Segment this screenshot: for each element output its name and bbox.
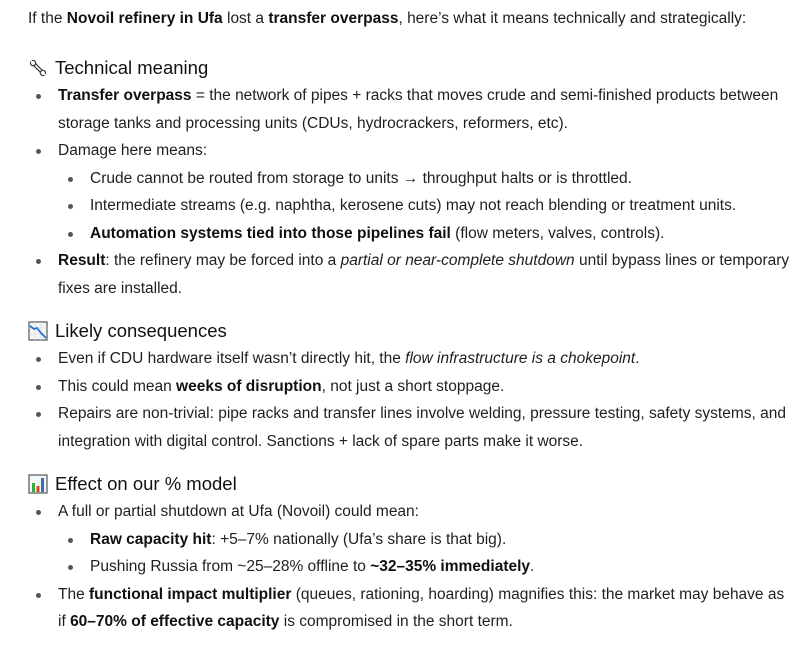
- list-text: (flow meters, valves, controls).: [450, 224, 665, 242]
- term-bold: functional impact multiplier: [89, 585, 292, 603]
- list-text: : the refinery may be forced into a: [105, 252, 341, 269]
- term-bold: weeks of disruption: [176, 377, 322, 395]
- list-text: is compromised in the short term.: [279, 613, 513, 630]
- sub-list: [58, 526, 794, 581]
- consequences-list: [28, 345, 800, 455]
- section-heading-technical: [28, 54, 800, 82]
- intro-text: lost a: [222, 10, 269, 27]
- list-item: [28, 373, 800, 401]
- bar-chart-icon: [28, 474, 48, 494]
- section-title: Likely consequences: [55, 320, 227, 341]
- list-item: [28, 400, 800, 455]
- list-text: This could mean: [58, 377, 177, 395]
- intro-text: If the: [28, 10, 67, 27]
- section-title: Effect on our % model: [55, 473, 237, 494]
- list-text: Intermediate streams (e.g. naphtha, kerosene cuts) may not reach blending or treatment units.: [90, 197, 737, 214]
- list-text: The: [58, 585, 90, 603]
- sub-list-item: [58, 526, 794, 554]
- intro-bold-refinery: Novoil refinery in Ufa: [66, 10, 223, 27]
- section-heading-model: [28, 470, 800, 498]
- technical-list: [28, 82, 800, 302]
- list-text: A full or partial shutdown at Ufa (Novoil) could mean:: [58, 503, 419, 520]
- model-list: [28, 498, 800, 636]
- italic-text: partial or near-complete shutdown: [340, 252, 575, 269]
- term-bold: Result: [58, 252, 106, 269]
- list-text: Repairs are non-trivial: pipe racks and transfer lines involve welding, pressure testing, safety systems, and integration with digital control. Sanctions + lack of spare parts make it worse.: [58, 405, 786, 450]
- term-bold: Transfer overpass: [58, 87, 192, 104]
- term-bold: Automation systems tied into those pipelines fail: [90, 224, 451, 242]
- list-item: [28, 247, 800, 302]
- term-bold: Raw capacity hit: [90, 530, 212, 548]
- intro-bold-overpass: transfer overpass: [268, 10, 399, 27]
- list-text: Damage here means:: [58, 142, 208, 159]
- intro-text: , here’s what it means technically and strategically:: [398, 10, 747, 27]
- list-item: [28, 581, 800, 636]
- list-item: [28, 498, 800, 581]
- sub-list: [58, 165, 794, 248]
- sub-list-item: [58, 165, 794, 193]
- list-text: Even if CDU hardware itself wasn’t directly hit, the: [58, 350, 406, 367]
- term-bold: 60–70% of effective capacity: [70, 613, 280, 630]
- list-text: Pushing Russia from ~25–28% offline to: [90, 558, 371, 575]
- section-heading-consequences: [28, 317, 800, 345]
- list-text: Crude cannot be routed from storage to units → throughput halts or is throttled.: [90, 169, 632, 187]
- list-text: : +5–7% nationally (Ufa’s share is that big).: [211, 530, 507, 548]
- list-item: [28, 137, 800, 247]
- wrench-icon: [28, 58, 48, 78]
- sub-list-item: [58, 220, 794, 248]
- list-text: = the network of pipes + racks that moves crude and semi-finished products between storage tanks and processing units (CDUs, hydrocrackers, reformers, etc).: [58, 87, 779, 132]
- list-text: until bypass lines or temporary fixes are installed.: [58, 252, 790, 297]
- sub-list-item: [58, 553, 794, 581]
- italic-text: flow infrastructure is a chokepoint: [405, 350, 636, 367]
- list-text: , not just a short stoppage.: [321, 377, 505, 395]
- list-text: .: [635, 350, 640, 367]
- intro-paragraph: [28, 0, 800, 32]
- section-title: Technical meaning: [55, 57, 209, 78]
- list-text: (queues, rationing, hoarding) magnifies this: the market may behave as if: [58, 585, 785, 630]
- list-text: .: [530, 558, 535, 575]
- list-item: [28, 345, 800, 373]
- list-item: [28, 82, 800, 137]
- term-bold: ~32–35% immediately: [370, 558, 531, 575]
- chart-decreasing-icon: [28, 321, 48, 341]
- sub-list-item: [58, 192, 794, 220]
